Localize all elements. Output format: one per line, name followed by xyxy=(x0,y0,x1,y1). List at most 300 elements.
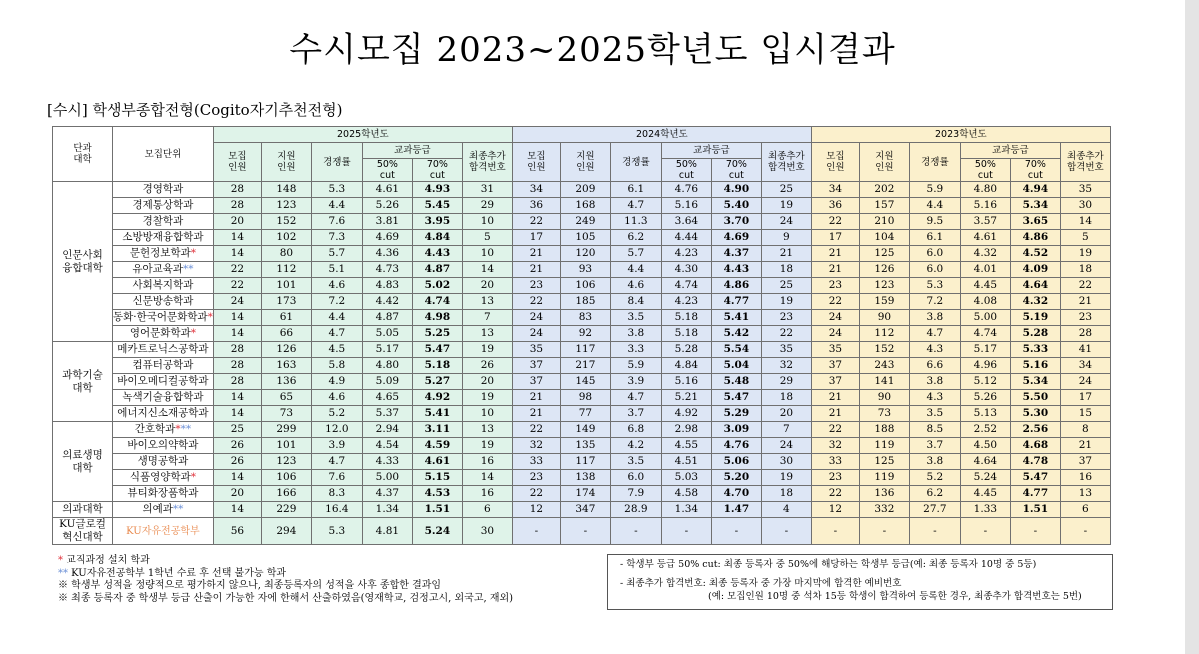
value-cell: 4.08 xyxy=(960,294,1010,310)
value-cell: 7.3 xyxy=(311,230,362,246)
value-cell: 23 xyxy=(512,470,560,486)
value-cell: - xyxy=(661,518,711,545)
value-cell: 4.4 xyxy=(909,198,960,214)
value-cell: 7.2 xyxy=(311,294,362,310)
value-cell: 4.65 xyxy=(362,390,412,406)
table-row xyxy=(53,438,1111,454)
value-cell: 5.30 xyxy=(1010,406,1060,422)
header-quota: 모집 인원 xyxy=(811,143,859,182)
value-cell: 185 xyxy=(560,294,610,310)
footnotes xyxy=(58,555,513,605)
value-cell: 4.90 xyxy=(711,182,761,198)
value-cell: 22 xyxy=(811,214,859,230)
value-cell: 3.09 xyxy=(711,422,761,438)
footnote-text: ※ 학생부 성적을 정량적으로 평가하지 않으나, 최종등록자의 성적을 사후 종합한 결과임 xyxy=(58,580,442,591)
value-cell: 149 xyxy=(560,422,610,438)
value-cell: 4.81 xyxy=(362,518,412,545)
value-cell: 4.4 xyxy=(610,262,661,278)
value-cell: 5.06 xyxy=(711,454,761,470)
value-cell: 4.30 xyxy=(661,262,711,278)
value-cell: 5.33 xyxy=(1010,342,1060,358)
value-cell: 3.8 xyxy=(610,326,661,342)
value-cell: 24 xyxy=(512,326,560,342)
value-cell: 2.56 xyxy=(1010,422,1060,438)
value-cell: 5.16 xyxy=(661,374,711,390)
value-cell: 12 xyxy=(512,502,560,518)
value-cell: 4.83 xyxy=(362,278,412,294)
value-cell: 23 xyxy=(1060,310,1110,326)
table-row xyxy=(53,518,1111,545)
value-cell: 126 xyxy=(859,262,909,278)
value-cell: 22 xyxy=(811,486,859,502)
value-cell: 14 xyxy=(213,406,261,422)
value-cell: 33 xyxy=(512,454,560,470)
header-ratio: 경쟁률 xyxy=(909,143,960,182)
value-cell: 166 xyxy=(261,486,311,502)
header-cut50: 50% cut xyxy=(960,159,1010,182)
value-cell: 332 xyxy=(859,502,909,518)
value-cell: 14 xyxy=(213,502,261,518)
value-cell: 32 xyxy=(761,358,811,374)
value-cell: 125 xyxy=(859,246,909,262)
value-cell: 4.3 xyxy=(909,342,960,358)
value-cell: 5.40 xyxy=(711,198,761,214)
value-cell: 8 xyxy=(1060,422,1110,438)
value-cell: 4.77 xyxy=(1010,486,1060,502)
value-cell: 3.7 xyxy=(909,438,960,454)
value-cell: 30 xyxy=(761,454,811,470)
college-cell: KU글로컬 혁신대학 xyxy=(53,518,113,545)
value-cell: 22 xyxy=(512,486,560,502)
college-cell: 의료생명 대학 xyxy=(53,422,113,502)
unit-mark: ** xyxy=(172,503,184,515)
value-cell: 5.26 xyxy=(960,390,1010,406)
value-cell: 19 xyxy=(761,294,811,310)
value-cell: 5.9 xyxy=(909,182,960,198)
unit-name: 사회복지학과 xyxy=(132,279,194,291)
value-cell: 25 xyxy=(761,278,811,294)
unit-cell xyxy=(113,214,214,230)
value-cell: 16.4 xyxy=(311,502,362,518)
results-table xyxy=(52,126,1111,545)
unit-cell xyxy=(113,470,214,486)
value-cell: 112 xyxy=(261,262,311,278)
unit-name: 신문방송학과 xyxy=(132,295,194,307)
value-cell: 77 xyxy=(560,406,610,422)
value-cell: 14 xyxy=(1060,214,1110,230)
value-cell: 4.01 xyxy=(960,262,1010,278)
value-cell: 5.34 xyxy=(1010,374,1060,390)
value-cell: 188 xyxy=(859,422,909,438)
value-cell: 4.68 xyxy=(1010,438,1060,454)
value-cell: 19 xyxy=(462,342,512,358)
value-cell: 5.18 xyxy=(661,326,711,342)
value-cell: 24 xyxy=(811,310,859,326)
unit-cell xyxy=(113,310,214,326)
table-row xyxy=(53,390,1111,406)
value-cell: 30 xyxy=(462,518,512,545)
value-cell: 14 xyxy=(462,262,512,278)
header-grade: 교과등급 xyxy=(362,143,462,159)
value-cell: 13 xyxy=(462,326,512,342)
value-cell: 73 xyxy=(261,406,311,422)
value-cell: 4.80 xyxy=(362,358,412,374)
value-cell: 152 xyxy=(261,214,311,230)
unit-cell xyxy=(113,262,214,278)
value-cell: 9 xyxy=(761,230,811,246)
value-cell: 21 xyxy=(512,262,560,278)
value-cell: 20 xyxy=(761,406,811,422)
value-cell: 4.23 xyxy=(661,246,711,262)
value-cell: 4.43 xyxy=(711,262,761,278)
value-cell: 3.70 xyxy=(711,214,761,230)
unit-mark: * xyxy=(190,327,196,339)
unit-cell xyxy=(113,502,214,518)
value-cell: 6.2 xyxy=(909,486,960,502)
value-cell: 168 xyxy=(560,198,610,214)
value-cell: 19 xyxy=(761,198,811,214)
unit-name: 소방방재융합학과 xyxy=(122,231,204,243)
value-cell: 5.45 xyxy=(412,198,462,214)
value-cell: 126 xyxy=(261,342,311,358)
value-cell: 7.6 xyxy=(311,470,362,486)
value-cell: 3.65 xyxy=(1010,214,1060,230)
value-cell: 6.0 xyxy=(610,470,661,486)
unit-cell xyxy=(113,422,214,438)
header-final-number: 최종추가 합격번호 xyxy=(1060,143,1110,182)
definition-cut50: - 학생부 등급 50% cut: 최종 등록자 중 50%에 해당하는 학생부 등급(예: 최종 등록자 10명 중 5등) xyxy=(620,559,1037,570)
value-cell: 15 xyxy=(1060,406,1110,422)
value-cell: 4.87 xyxy=(412,262,462,278)
unit-name: 바이오의약학과 xyxy=(127,439,199,451)
value-cell: 66 xyxy=(261,326,311,342)
value-cell: 6.1 xyxy=(610,182,661,198)
unit-cell xyxy=(113,230,214,246)
value-cell: 10 xyxy=(462,246,512,262)
value-cell: 27.7 xyxy=(909,502,960,518)
value-cell: 28 xyxy=(1060,326,1110,342)
value-cell: 37 xyxy=(512,374,560,390)
unit-cell xyxy=(113,358,214,374)
red-mark: * xyxy=(175,423,181,435)
value-cell: 5.2 xyxy=(311,406,362,422)
value-cell: 4.74 xyxy=(960,326,1010,342)
value-cell: 5.17 xyxy=(960,342,1010,358)
value-cell: 7 xyxy=(761,422,811,438)
unit-name: 식품영양학과 xyxy=(129,471,191,483)
value-cell: 4.3 xyxy=(909,390,960,406)
value-cell: 4.6 xyxy=(311,390,362,406)
value-cell: 5.20 xyxy=(711,470,761,486)
value-cell: 4.87 xyxy=(362,310,412,326)
value-cell: 3.7 xyxy=(610,406,661,422)
value-cell: 5.24 xyxy=(960,470,1010,486)
footnote-line xyxy=(58,593,513,606)
value-cell: 28.9 xyxy=(610,502,661,518)
value-cell: 7.6 xyxy=(311,214,362,230)
value-cell: 16 xyxy=(462,486,512,502)
value-cell: 5.2 xyxy=(909,470,960,486)
value-cell: 36 xyxy=(512,198,560,214)
unit-name: 경제통상학과 xyxy=(132,199,194,211)
value-cell: 8.5 xyxy=(909,422,960,438)
value-cell: 174 xyxy=(560,486,610,502)
value-cell: 4.61 xyxy=(362,182,412,198)
unit-cell xyxy=(113,374,214,390)
value-cell: 20 xyxy=(462,374,512,390)
value-cell: 10 xyxy=(462,214,512,230)
value-cell: 3.8 xyxy=(909,310,960,326)
unit-name: 의예과 xyxy=(142,503,173,515)
value-cell: 5.18 xyxy=(661,310,711,326)
value-cell: 5 xyxy=(462,230,512,246)
value-cell: 148 xyxy=(261,182,311,198)
value-cell: 217 xyxy=(560,358,610,374)
value-cell: 145 xyxy=(560,374,610,390)
value-cell: 4.61 xyxy=(960,230,1010,246)
value-cell: 138 xyxy=(560,470,610,486)
value-cell: 26 xyxy=(213,454,261,470)
value-cell: 22 xyxy=(512,294,560,310)
unit-cell xyxy=(113,406,214,422)
value-cell: 3.3 xyxy=(610,342,661,358)
value-cell: 83 xyxy=(560,310,610,326)
value-cell: 37 xyxy=(811,358,859,374)
header-grade: 교과등급 xyxy=(960,143,1060,159)
value-cell: 3.8 xyxy=(909,374,960,390)
value-cell: 28 xyxy=(213,342,261,358)
value-cell: 4.73 xyxy=(362,262,412,278)
value-cell: 22 xyxy=(213,262,261,278)
value-cell: 4.92 xyxy=(661,406,711,422)
blue-mark: ** xyxy=(180,423,192,435)
value-cell: 173 xyxy=(261,294,311,310)
value-cell: 152 xyxy=(859,342,909,358)
table-row xyxy=(53,406,1111,422)
value-cell: 4.84 xyxy=(412,230,462,246)
value-cell: 112 xyxy=(859,326,909,342)
table-subtitle: [수시] 학생부종합전형(Cogito자기추천전형) xyxy=(47,101,343,119)
value-cell: 7 xyxy=(462,310,512,326)
value-cell: 4.9 xyxy=(311,374,362,390)
value-cell: 5.3 xyxy=(909,278,960,294)
value-cell: 4.43 xyxy=(412,246,462,262)
value-cell: 21 xyxy=(761,246,811,262)
value-cell: 4 xyxy=(761,502,811,518)
value-cell: 136 xyxy=(261,374,311,390)
value-cell: - xyxy=(1010,518,1060,545)
unit-cell xyxy=(113,182,214,198)
value-cell: - xyxy=(610,518,661,545)
value-cell: 5.16 xyxy=(960,198,1010,214)
value-cell: 5.42 xyxy=(711,326,761,342)
value-cell: 4.4 xyxy=(311,198,362,214)
value-cell: 6 xyxy=(1060,502,1110,518)
value-cell: 4.58 xyxy=(661,486,711,502)
footnote-line xyxy=(58,580,513,593)
value-cell: 1.51 xyxy=(1010,502,1060,518)
value-cell: 119 xyxy=(859,470,909,486)
value-cell: 5.47 xyxy=(711,390,761,406)
value-cell: 5.04 xyxy=(711,358,761,374)
value-cell: 3.5 xyxy=(610,310,661,326)
value-cell: 2.52 xyxy=(960,422,1010,438)
value-cell: - xyxy=(909,518,960,545)
unit-name: 생명공학과 xyxy=(137,455,189,467)
value-cell: 98 xyxy=(560,390,610,406)
header-quota: 모집 인원 xyxy=(213,143,261,182)
value-cell: 37 xyxy=(811,374,859,390)
value-cell: 5.37 xyxy=(362,406,412,422)
window-edge xyxy=(1185,0,1199,654)
value-cell: 24 xyxy=(213,294,261,310)
unit-name: 메카트로닉스공학과 xyxy=(117,343,209,355)
value-cell: 22 xyxy=(761,326,811,342)
value-cell: 21 xyxy=(811,406,859,422)
value-cell: 4.78 xyxy=(1010,454,1060,470)
value-cell: 33 xyxy=(811,454,859,470)
value-cell: 4.59 xyxy=(412,438,462,454)
value-cell: 20 xyxy=(213,214,261,230)
value-cell: 29 xyxy=(462,198,512,214)
value-cell: 120 xyxy=(560,246,610,262)
value-cell: 106 xyxy=(261,470,311,486)
value-cell: 61 xyxy=(261,310,311,326)
value-cell: 157 xyxy=(859,198,909,214)
value-cell: 13 xyxy=(462,294,512,310)
value-cell: 5.48 xyxy=(711,374,761,390)
value-cell: 26 xyxy=(462,358,512,374)
value-cell: 4.6 xyxy=(610,278,661,294)
value-cell: - xyxy=(859,518,909,545)
header-unit: 모집단위 xyxy=(113,127,214,182)
value-cell: 93 xyxy=(560,262,610,278)
header-year: 2024학년도 xyxy=(512,127,811,143)
value-cell: 294 xyxy=(261,518,311,545)
value-cell: 119 xyxy=(859,438,909,454)
value-cell: 37 xyxy=(1060,454,1110,470)
value-cell: 14 xyxy=(213,390,261,406)
value-cell: 6.6 xyxy=(909,358,960,374)
value-cell: 32 xyxy=(811,438,859,454)
value-cell: - xyxy=(711,518,761,545)
value-cell: 4.37 xyxy=(711,246,761,262)
header-cut70: 70% cut xyxy=(412,159,462,182)
value-cell: 16 xyxy=(1060,470,1110,486)
unit-name: 간호학과 xyxy=(134,423,176,435)
value-cell: 13 xyxy=(1060,486,1110,502)
value-cell: 4.09 xyxy=(1010,262,1060,278)
value-cell: - xyxy=(761,518,811,545)
value-cell: 5.18 xyxy=(412,358,462,374)
value-cell: 4.74 xyxy=(412,294,462,310)
value-cell: 34 xyxy=(1060,358,1110,374)
value-cell: 5.34 xyxy=(1010,198,1060,214)
value-cell: 5.21 xyxy=(661,390,711,406)
value-cell: 5.54 xyxy=(711,342,761,358)
value-cell: 3.81 xyxy=(362,214,412,230)
table-row xyxy=(53,358,1111,374)
unit-cell xyxy=(113,390,214,406)
value-cell: 4.32 xyxy=(1010,294,1060,310)
value-cell: 5.28 xyxy=(1010,326,1060,342)
value-cell: 56 xyxy=(213,518,261,545)
header-applicants: 지원 인원 xyxy=(859,143,909,182)
value-cell: 4.7 xyxy=(311,454,362,470)
table-row xyxy=(53,278,1111,294)
table-row xyxy=(53,422,1111,438)
value-cell: 4.7 xyxy=(311,326,362,342)
value-cell: 18 xyxy=(761,390,811,406)
value-cell: 24 xyxy=(811,326,859,342)
value-cell: 6.0 xyxy=(909,246,960,262)
college-cell: 과학기술 대학 xyxy=(53,342,113,422)
unit-cell xyxy=(113,246,214,262)
value-cell: 17 xyxy=(811,230,859,246)
unit-name: 녹색기술융합학과 xyxy=(122,391,204,403)
footnote-mark: * xyxy=(58,555,63,566)
value-cell: 19 xyxy=(462,438,512,454)
value-cell: 243 xyxy=(859,358,909,374)
value-cell: 9.5 xyxy=(909,214,960,230)
table-row xyxy=(53,262,1111,278)
value-cell: 299 xyxy=(261,422,311,438)
value-cell: 5.19 xyxy=(1010,310,1060,326)
value-cell: 210 xyxy=(859,214,909,230)
value-cell: 159 xyxy=(859,294,909,310)
value-cell: 6.8 xyxy=(610,422,661,438)
value-cell: 35 xyxy=(811,342,859,358)
value-cell: 3.9 xyxy=(610,374,661,390)
value-cell: 5.7 xyxy=(610,246,661,262)
value-cell: 4.5 xyxy=(311,342,362,358)
value-cell: 22 xyxy=(512,422,560,438)
value-cell: 18 xyxy=(761,262,811,278)
value-cell: 5 xyxy=(1060,230,1110,246)
value-cell: 29 xyxy=(761,374,811,390)
value-cell: 80 xyxy=(261,246,311,262)
value-cell: 101 xyxy=(261,278,311,294)
value-cell: 7.9 xyxy=(610,486,661,502)
unit-name: 유아교육과 xyxy=(132,263,184,275)
value-cell: 347 xyxy=(560,502,610,518)
unit-cell xyxy=(113,278,214,294)
table-row xyxy=(53,470,1111,486)
value-cell: 4.32 xyxy=(960,246,1010,262)
table-row xyxy=(53,342,1111,358)
college-cell: 인문사회 융합대학 xyxy=(53,182,113,342)
page-title: 수시모집 2023~2025학년도 입시결과 xyxy=(289,30,896,70)
value-cell: 5.00 xyxy=(362,470,412,486)
header-applicants: 지원 인원 xyxy=(261,143,311,182)
unit-name: 컴퓨터공학과 xyxy=(132,359,194,371)
value-cell: 35 xyxy=(761,342,811,358)
definition-final-number: - 최종추가 합격번호: 최종 등록자 중 가장 마지막에 합격한 예비번호 xyxy=(620,578,902,589)
value-cell: 4.2 xyxy=(610,438,661,454)
value-cell: 5.29 xyxy=(711,406,761,422)
value-cell: 4.98 xyxy=(412,310,462,326)
value-cell: 3.9 xyxy=(311,438,362,454)
value-cell: 28 xyxy=(213,182,261,198)
value-cell: 13 xyxy=(462,422,512,438)
value-cell: 1.33 xyxy=(960,502,1010,518)
header-grade: 교과등급 xyxy=(661,143,761,159)
unit-cell xyxy=(113,326,214,342)
unit-name: 뷰티화장품학과 xyxy=(127,487,199,499)
unit-name: 문헌정보학과 xyxy=(129,247,191,259)
value-cell: 2.94 xyxy=(362,422,412,438)
header-ratio: 경쟁률 xyxy=(610,143,661,182)
